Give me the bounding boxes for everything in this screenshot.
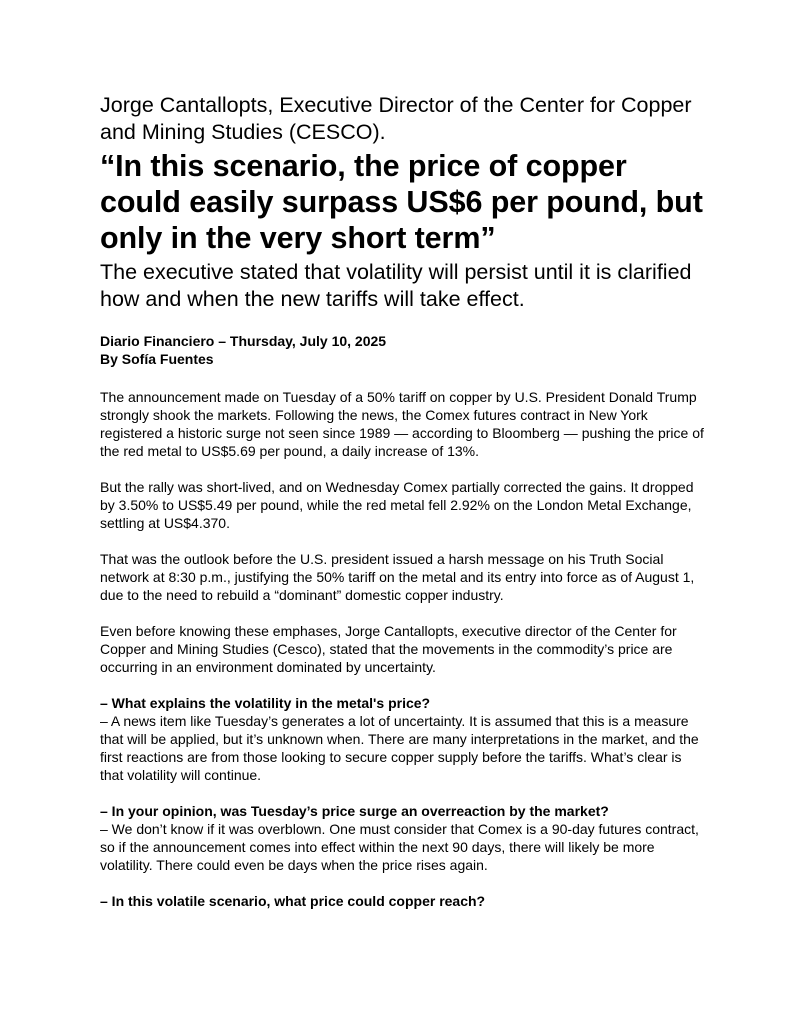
article-kicker: Jorge Cantallopts, Executive Director of the Center for Copper and Mining Studies (CESCO). bbox=[100, 93, 692, 144]
article-subhead: The executive stated that volatility will persist until it is clarified how and when the new tariffs will take effect. bbox=[100, 260, 692, 311]
author: By Sofía Fuentes bbox=[100, 351, 214, 367]
qa-item bbox=[100, 694, 705, 784]
interview-question: – In this volatile scenario, what price could copper reach? bbox=[100, 893, 486, 909]
paragraph: But the rally was short-lived, and on Wednesday Comex partially corrected the gains. It dropped by 3.50% to US$5.49 per pound, while the red metal fell 2.92% on the London Metal Exchange, settling at US$4.370. bbox=[100, 479, 694, 531]
article-headline: “In this scenario, the price of copper could easily surpass US$6 per pound, but only in the very short term” bbox=[100, 149, 703, 255]
qa-item bbox=[100, 892, 705, 910]
paragraph: Even before knowing these emphases, Jorge Cantallopts, executive director of the Center for Copper and Mining Studies (Cesco), stated that the movements in the commodity’s price are occurring in an environment dominated by uncertainty. bbox=[100, 623, 677, 675]
interview-question: – In your opinion, was Tuesday’s price surge an overreaction by the market? bbox=[100, 803, 609, 819]
dateline: Diario Financiero – Thursday, July 10, 2025 bbox=[100, 333, 387, 349]
qa-item bbox=[100, 802, 705, 874]
interview-question: – What explains the volatility in the metal's price? bbox=[100, 695, 431, 711]
interview-answer: – A news item like Tuesday’s generates a lot of uncertainty. It is assumed that this is a measure that will be applied, but it’s unknown when. There are many interpretations in the market, and the first reactions are from those looking to secure copper supply before the tariffs. What’s clear is that volatility will continue. bbox=[100, 713, 699, 783]
interview-answer: – We don’t know if it was overblown. One must consider that Comex is a 90-day futures contract, so if the announcement comes into effect within the next 90 days, there will likely be more volatility. There could even be days when the price rises again. bbox=[100, 821, 699, 873]
byline bbox=[100, 332, 705, 368]
paragraph: The announcement made on Tuesday of a 50% tariff on copper by U.S. President Donald Trump strongly shook the markets. Following the news, the Comex futures contract in New York registered a historic surge not seen since 1989 — according to Bloomberg — pushing the price of the red metal to US$5.69 per pound, a daily increase of 13%. bbox=[100, 389, 704, 459]
article-body bbox=[100, 388, 705, 910]
paragraph: That was the outlook before the U.S. president issued a harsh message on his Truth Social network at 8:30 p.m., justifying the 50% tariff on the metal and its entry into force as of August 1, due to the need to rebuild a “dominant” domestic copper industry. bbox=[100, 551, 695, 603]
article bbox=[100, 92, 705, 928]
